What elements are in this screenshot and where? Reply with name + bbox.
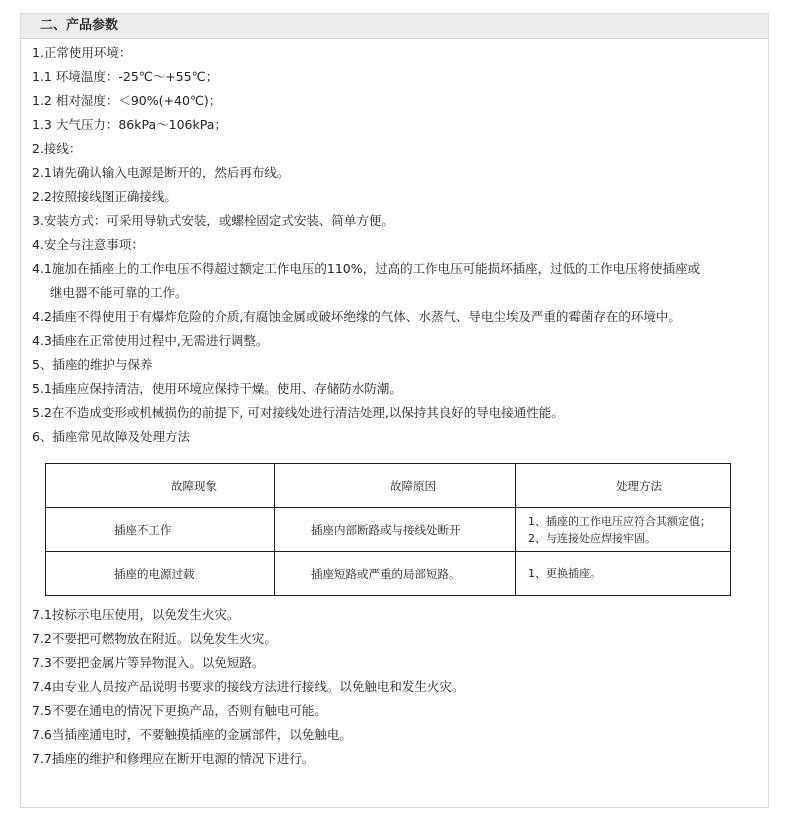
table-header-cause: 故障原因 — [275, 464, 516, 508]
table-header-row — [46, 464, 731, 508]
list-item: 7.6当插座通电时，不要触摸插座的金属部件，以免触电。 — [32, 727, 352, 742]
list-item: 5.1插座应保持清洁，使用环境应保持干燥。使用、存储防水防潮。 — [32, 381, 402, 396]
parameters-list-bottom — [32, 603, 737, 771]
list-item: 2.1请先确认输入电源是断开的，然后再布线。 — [32, 165, 290, 180]
list-item: 4.1施加在插座上的工作电压不得超过额定工作电压的110%，过高的工作电压可能损坏插座，过低的工作电压将使插座或 — [32, 261, 701, 276]
list-item: 4.安全与注意事项： — [32, 237, 144, 252]
fault-table — [45, 463, 731, 596]
parameters-list-top — [32, 41, 737, 449]
table-row — [46, 508, 731, 552]
table-cell-solution: 1、更换插座。 — [516, 552, 731, 596]
list-item: 4.2插座不得使用于有爆炸危险的介质,有腐蚀金属或破坏绝缘的气体、水蒸气、导电尘埃及严重的霉菌存在的环境中。 — [32, 309, 681, 324]
list-item: 7.1按标示电压使用，以免发生火灾。 — [32, 607, 240, 622]
section-title: 二、产品参数 — [21, 14, 768, 39]
list-item: 7.2不要把可燃物放在附近。以免发生火灾。 — [32, 631, 277, 646]
list-item: 2.接线： — [32, 141, 82, 156]
list-item: 3.安装方式：可采用导轨式安装，或螺栓固定式安装、简单方便。 — [32, 213, 394, 228]
table-cell-solution: 1、插座的工作电压应符合其额定值； 2、与连接处应焊接牢固。 — [516, 508, 731, 552]
list-item: 2.2按照接线图正确接线。 — [32, 189, 177, 204]
table-cell-cause: 插座短路或严重的局部短路。 — [275, 552, 516, 596]
list-item: 5.2在不造成变形或机械损伤的前提下, 可对接线处进行清洁处理,以保持其良好的导电接通性能。 — [32, 405, 564, 420]
list-item: 4.3插座在正常使用过程中,无需进行调整。 — [32, 333, 269, 348]
list-item: 7.7插座的维护和修理应在断开电源的情况下进行。 — [32, 751, 315, 766]
list-item: 6、插座常见故障及处理方法 — [32, 429, 190, 444]
list-item: 7.3不要把金属片等异物混入。以免短路。 — [32, 655, 265, 670]
list-item: 7.5不要在通电的情况下更换产品，否则有触电可能。 — [32, 703, 327, 718]
list-item: 5、插座的维护与保养 — [32, 357, 153, 372]
list-item: 1.正常使用环境： — [32, 45, 132, 60]
list-item: 1.1 环境温度：-25℃～+55℃； — [32, 69, 219, 84]
table-cell-phenomenon: 插座不工作 — [46, 508, 275, 552]
table-header-phenomenon: 故障现象 — [46, 464, 275, 508]
table-header-solution: 处理方法 — [516, 464, 731, 508]
table-cell-cause: 插座内部断路或与接线处断开 — [275, 508, 516, 552]
list-item: 1.2 相对湿度：＜90%(+40℃)； — [32, 93, 222, 108]
table-row — [46, 552, 731, 596]
table-cell-phenomenon: 插座的电源过载 — [46, 552, 275, 596]
list-item: 7.4由专业人员按产品说明书要求的接线方法进行接线。以免触电和发生火灾。 — [32, 679, 465, 694]
list-item-continuation: 继电器不能可靠的工作。 — [50, 285, 188, 300]
list-item: 1.3 大气压力：86kPa～106kPa； — [32, 117, 227, 132]
